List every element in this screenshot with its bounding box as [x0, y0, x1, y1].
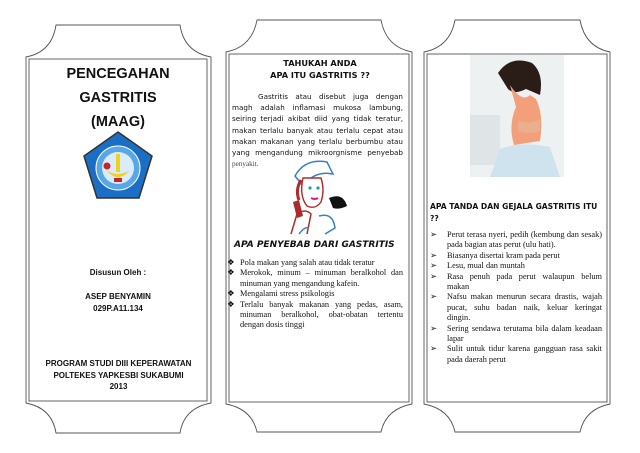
nurse-illustration — [285, 156, 353, 236]
program-block — [26, 358, 211, 393]
diamond-bullet-icon: ❖ — [227, 258, 235, 267]
arrow-bullet-icon: ➢ — [430, 323, 437, 333]
heading-line-2: APA ITU GASTRITIS ?? — [270, 70, 370, 80]
title-line-1: PENCEGAHAN GASTRITIS — [66, 66, 170, 106]
arrow-bullet-icon: ➢ — [430, 230, 437, 239]
woman-stomach-pain-photo — [470, 55, 564, 177]
list-item — [430, 324, 602, 345]
arrow-bullet-icon: ➢ — [430, 292, 437, 302]
middle-heading — [230, 57, 410, 81]
list-item — [430, 261, 602, 271]
program-line-1: PROGRAM STUDI DIII KEPERAWATAN — [45, 359, 192, 368]
author-block — [30, 291, 206, 315]
list-item — [430, 251, 602, 261]
year: 2013 — [109, 382, 128, 391]
diamond-bullet-icon: ❖ — [227, 289, 235, 299]
list-item — [430, 230, 602, 251]
diamond-bullet-icon: ❖ — [227, 268, 235, 278]
author-name: ASEP BENYAMIN — [85, 292, 151, 301]
cause-text: Terlalu banyak makanan yang pedas, asam, minuman beralkohol, obat-obatan tertentu dengan dosis tinggi — [240, 299, 403, 330]
list-item — [227, 289, 403, 299]
definition-end: penyakit. — [232, 160, 259, 169]
arrow-bullet-icon: ➢ — [430, 271, 437, 281]
symptom-text: Sering sendawa terutama bila dalam keadaan lapar — [447, 323, 602, 344]
symptom-text: Nafsu makan menurun secara drastis, wajah pucat, suhu badan naik, keluar keringat dingin. — [447, 292, 602, 323]
cause-text: Pola makan yang salah atau tidak teratur — [240, 258, 375, 267]
definition-text: Gastritis atau disebut juga dengan magh adalah inflamasi mukosa lambung, seiring terjadi akibat diid yang tidak teratur, makan terlalu banyak atau terlalu cepat atau makan makanan yang terlalu berbumbu atau yang mengandung mikroorgnisme penyebab — [232, 92, 403, 158]
compiled-by-label: Disusun Oleh : — [89, 268, 147, 277]
arrow-bullet-icon: ➢ — [430, 250, 437, 260]
list-item — [430, 344, 602, 365]
diamond-bullet-icon: ❖ — [227, 299, 235, 309]
program-line-2: POLTEKES YAPKESBI SUKABUMI — [53, 370, 184, 380]
author-id: 029P.A11.134 — [93, 304, 143, 313]
arrow-bullet-icon: ➢ — [430, 261, 437, 271]
symptoms-list — [430, 230, 602, 365]
causes-heading: APA PENYEBAB DARI GASTRITIS — [234, 240, 395, 250]
list-item — [227, 300, 403, 331]
title-line-2: (MAAG) — [91, 114, 145, 130]
arrow-bullet-icon: ➢ — [430, 344, 437, 354]
list-item — [227, 258, 403, 268]
brochure-title — [30, 62, 206, 134]
list-item — [430, 272, 602, 293]
college-logo — [82, 130, 154, 202]
heading-line-1: TAHUKAH ANDA — [283, 58, 357, 68]
symptom-text: Lesu, mual dan muntah — [447, 261, 525, 271]
list-item — [227, 268, 403, 289]
symptom-text: Perut terasa nyeri, pedih (kembung dan sesak) pada bagian atas perut (ulu hati). — [447, 230, 602, 250]
symptom-text: Rasa penuh pada perut walaupun belum makan — [447, 271, 602, 292]
list-item — [430, 292, 602, 323]
symptoms-heading: APA TANDA DAN GEJALA GASTRITIS ITU ?? — [430, 202, 598, 223]
cause-text: Merokok, minum – minuman beralkohol dan minuman yang mengandung kafein. — [240, 268, 403, 288]
causes-list — [227, 258, 403, 331]
symptom-text: Biasanya disertai kram pada perut — [447, 250, 560, 260]
symptom-text: Sulit untuk tidur karena gangguan rasa sakit pada daerah perut — [447, 344, 602, 364]
cause-text: Mengalami stress psikologis — [240, 289, 335, 299]
